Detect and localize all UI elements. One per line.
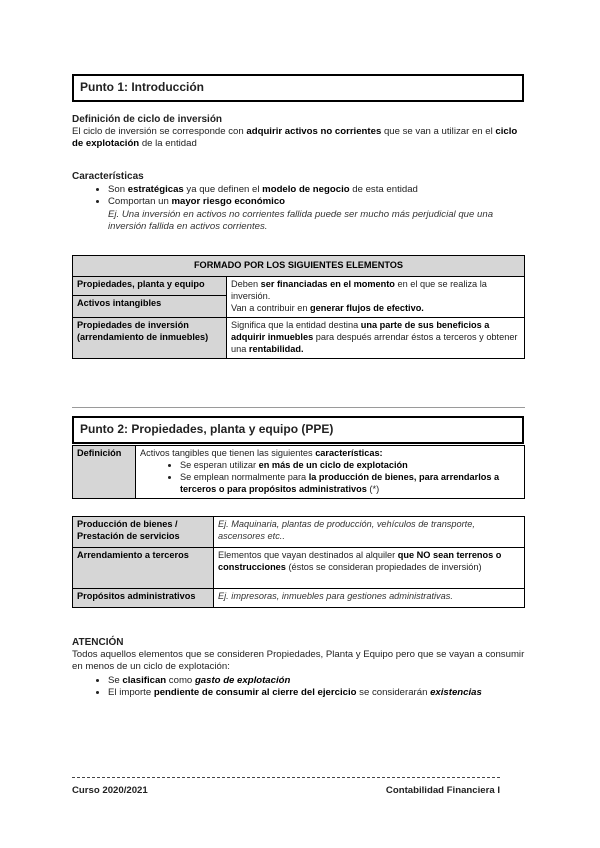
row-label-intangibles: Activos intangibles (73, 295, 227, 317)
definition-table (72, 445, 525, 499)
list-item: • Se emplean normalmente para la producción de bienes, para arrendarlos a terceros o para propósitos administrativos (*) (180, 472, 520, 496)
example-text: Ej. Una inversión en activos no corrientes fallida puede ser mucho más perjudicial que una inversión fallida en activos corrientes. (108, 208, 494, 233)
footer-divider (72, 777, 500, 778)
characteristics-heading: Características (72, 171, 144, 182)
elements-table (72, 255, 525, 359)
characteristics-section (72, 170, 527, 234)
definition-heading: Definición de ciclo de inversión (72, 114, 223, 125)
table-header: FORMADO POR LOS SIGUIENTES ELEMENTOS (73, 256, 525, 277)
definition-text: El ciclo de inversión se corresponde con adquirir activos no corrientes que se van a utilizar en el ciclo de explotación de la entidad (72, 126, 518, 150)
definition-value: Activos tangibles que tienen las siguientes características: • Se esperan utilizar en más de un ciclo de explotación • Se emplean normalmente para la producción de bienes, para arrendarlos a terceros o para propósitos administrativos (*) (136, 446, 525, 499)
row-value-ppe-intangibles: Deben ser financiadas en el momento en el que se realiza la inversión. Van a contribuir en generar flujos de efectivo. (227, 276, 525, 317)
characteristics-list (72, 184, 527, 234)
punto1-title: Punto 1: Introducción (72, 74, 524, 102)
footer-course: Curso 2020/2021 (72, 785, 148, 796)
definition-section (72, 113, 527, 151)
section-divider (72, 407, 525, 408)
row-label-investment-property: Propiedades de inversión (arrendamiento de inmuebles) (73, 317, 227, 358)
definition-label: Definición (73, 446, 136, 499)
row-value-leasing: Elementos que vayan destinados al alquiler que NO sean terrenos o construcciones (éstos se consideran propiedades de inversión) (214, 548, 525, 589)
row-value-production: Ej. Maquinaria, plantas de producción, vehículos de transporte, ascensores etc.. (214, 517, 525, 548)
ppe-uses-table (72, 516, 525, 608)
row-label-leasing: Arrendamiento a terceros (73, 548, 214, 589)
attention-list (72, 675, 527, 700)
row-value-administrative: Ej. impresoras, inmuebles para gestiones administrativas. (214, 589, 525, 608)
attention-text: Todos aquellos elementos que se consideren Propiedades, Planta y Equipo pero que se vayan a consumir en menos de un ciclo de explotación: (72, 649, 525, 673)
list-item: • El importe pendiente de consumir al cierre del ejercicio se considerarán existencias (108, 687, 527, 699)
footer-subject: Contabilidad Financiera I (385, 785, 500, 796)
attention-heading: ATENCIÓN (72, 637, 124, 648)
list-item: • Se esperan utilizar en más de un ciclo de explotación (180, 460, 520, 472)
row-label-administrative: Propósitos administrativos (73, 589, 214, 608)
list-item: • Son estratégicas ya que definen el modelo de negocio de esta entidad (108, 184, 527, 196)
list-item: • Se clasifican como gasto de explotación (108, 675, 527, 687)
attention-section (72, 636, 527, 700)
row-value-investment-property: Significa que la entidad destina una parte de sus beneficios a adquirir inmuebles para después arrendar éstos a terceros y obtener una rentabilidad. (227, 317, 525, 358)
row-label-production: Producción de bienes / Prestación de servicios (73, 517, 214, 548)
list-item: • Comportan un mayor riesgo económico Ej. Una inversión en activos no corrientes fallida puede ser mucho más perjudicial que una inversión fallida en activos corrientes. (108, 196, 527, 233)
punto2-title: Punto 2: Propiedades, planta y equipo (PPE) (72, 416, 524, 444)
row-label-ppe: Propiedades, planta y equipo (73, 276, 227, 295)
